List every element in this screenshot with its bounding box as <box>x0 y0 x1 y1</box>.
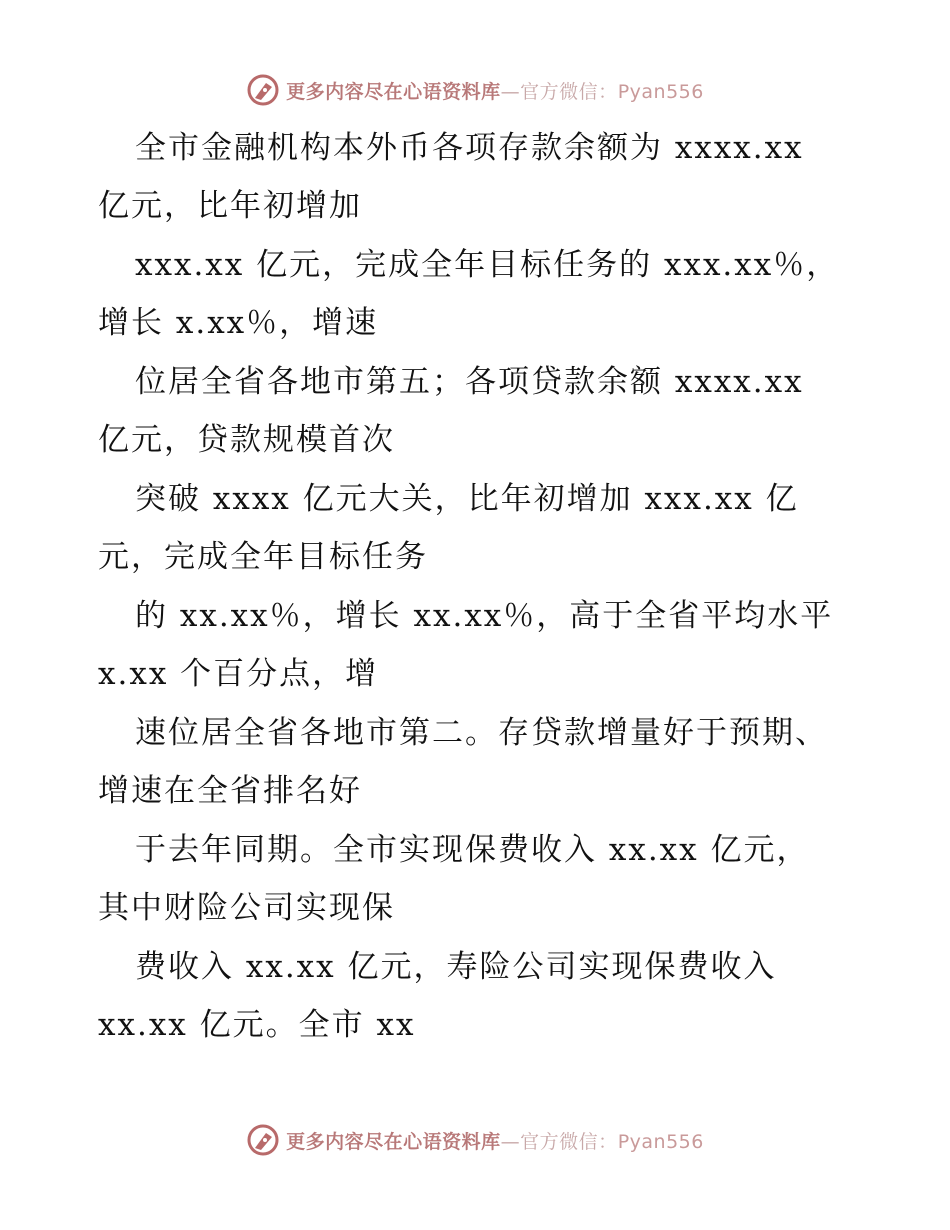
body-line: 增速在全省排名好 <box>98 773 362 809</box>
body-line: 其中财险公司实现保 <box>98 890 395 926</box>
body-line: 元，完成全年目标任务 <box>98 539 428 575</box>
watermark-text <box>286 1127 704 1154</box>
body-line: 突破 xxxx 亿元大关，比年初增加 xxx.xx 亿 <box>135 481 799 517</box>
body-line: xx.xx 亿元。全市 xx <box>98 1007 416 1043</box>
body-line: 位居全省各地市第五；各项贷款余额 xxxx.xx <box>135 364 804 400</box>
pen-nib-icon <box>246 1123 280 1157</box>
footer-watermark <box>0 1120 950 1160</box>
body-line: 费收入 xx.xx 亿元，寿险公司实现保费收入 <box>135 949 777 985</box>
body-line: 速位居全省各地市第二。存贷款增量好于预期、 <box>135 715 828 751</box>
watermark-wechat-label: 官方微信： <box>520 1130 618 1153</box>
watermark-wechat-id: Pyan556 <box>617 80 704 103</box>
watermark-brand: 更多内容尽在心语资料库 <box>286 80 501 103</box>
header-watermark <box>0 70 950 110</box>
body-line: 增长 x.xx％，增速 <box>98 305 379 341</box>
body-line: 的 xx.xx％，增长 xx.xx％，高于全省平均水平 <box>135 598 834 634</box>
watermark-text <box>286 77 704 104</box>
watermark-brand: 更多内容尽在心语资料库 <box>286 1130 501 1153</box>
body-line: 于去年同期。全市实现保费收入 xx.xx 亿元， <box>135 832 810 868</box>
body-line: 亿元，比年初增加 <box>98 188 362 224</box>
watermark-dash: — <box>500 1130 521 1153</box>
watermark-dash: — <box>500 80 521 103</box>
watermark-wechat-id: Pyan556 <box>617 1130 704 1153</box>
body-line: x.xx 个百分点，增 <box>98 656 379 692</box>
body-line: 全市金融机构本外币各项存款余额为 xxxx.xx <box>135 130 804 166</box>
pen-nib-icon <box>246 73 280 107</box>
body-line: 亿元，贷款规模首次 <box>98 422 395 458</box>
watermark-wechat-label: 官方微信： <box>520 80 618 103</box>
body-line: xxx.xx 亿元，完成全年目标任务的 xxx.xx％， <box>135 247 840 283</box>
